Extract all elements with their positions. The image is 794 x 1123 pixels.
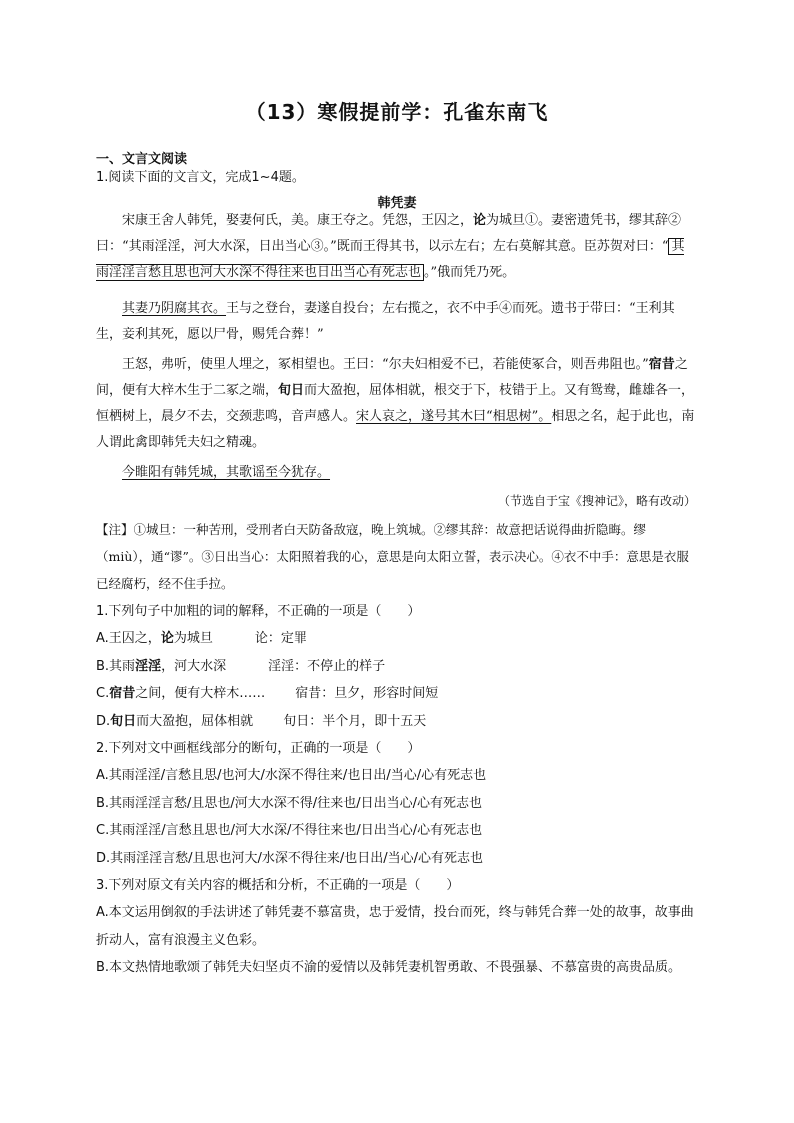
text-run: 王怒，弗听，使里人埋之，冢相望也。王曰：“尔夫妇相爱不已，若能使冢合，则吾弗阻也。” bbox=[122, 357, 649, 372]
question-3-option-b: B.本文热情地歌颂了韩凭夫妇坚贞不渝的爱情以及韩凭妻机智勇敢、不畏强暴、不慕富贵的高贵品质。 bbox=[96, 960, 682, 976]
option-definition: 论：定罪 bbox=[254, 631, 307, 647]
underlined-sentence: 今睢阳有韩凭城，其歌谣至今犹存。 bbox=[122, 465, 331, 480]
text-run: 。”俄而凭乃死。 bbox=[424, 265, 516, 280]
underlined-sentence: 宋人哀之，遂号其木曰“相思树”。 bbox=[356, 409, 552, 424]
option-text: D. bbox=[96, 713, 111, 729]
text-run: 相思之名，起于此也，南人谓此禽即韩凭夫妇之精魂。 bbox=[96, 409, 695, 450]
question-3-stem: 3.下列对原文有关内容的概括和分析，不正确的一项是（ ） bbox=[96, 877, 460, 893]
bold-word: 宿昔 bbox=[109, 686, 136, 702]
question-2-option-d: D.其雨淫淫言愁/且思也河大/水深不得往来/也日出/当心/心有死志也 bbox=[96, 850, 484, 866]
question-2-option-b: B.其雨淫淫言愁/且思也/河大水深不得/往来也/日出当心/心有死志也 bbox=[96, 795, 482, 811]
bold-word: 旬日 bbox=[278, 383, 305, 398]
text-run: 为城旦①。妻密遗凭书，缪其辞②曰：“ bbox=[96, 213, 682, 254]
document-title: （13）寒假提前学：孔雀东南飞 bbox=[245, 100, 549, 124]
option-text: ，河大水深 bbox=[161, 658, 227, 674]
question-1-option-d bbox=[96, 708, 700, 735]
option-definition: 宿昔：旦夕，形容时间短 bbox=[295, 686, 439, 702]
option-text: B.其雨 bbox=[96, 658, 136, 674]
passage-paragraph-3 bbox=[96, 352, 696, 456]
section-heading: 一、文言文阅读 bbox=[96, 152, 188, 167]
bold-word: 宿昔 bbox=[648, 357, 675, 372]
passage-title: 韩凭妻 bbox=[377, 196, 417, 211]
questions bbox=[96, 598, 700, 982]
question-3-option-a: A.本文运用倒叙的手法讲述了韩凭妻不慕富贵，忠于爱情，投台而死，终与韩凭合葬一处的故事，故事曲折动人，富有浪漫主义色彩。 bbox=[96, 905, 694, 948]
source-citation: （节选自于宝《搜神记》，略有改动） bbox=[497, 494, 696, 508]
text-run: 之间，便有大梓木生于二冢之端， bbox=[96, 357, 688, 398]
bold-word: 旬日 bbox=[110, 713, 137, 729]
question-1-stem: 1.下列句子中加粗的词的解释，不正确的一项是（ ） bbox=[96, 604, 421, 619]
text-run: 王与之登台，妻遂自投台；左右揽之，衣不中手④而死。遗书于带曰：“王利其生，妾利其死，愿以尸骨，赐凭合葬！” bbox=[96, 301, 675, 342]
question-2-option-a: A.其雨淫淫/言愁且思/也河大/水深不得往来/也日出/当心/心有死志也 bbox=[96, 768, 487, 784]
text-run: 其雨淫淫 bbox=[128, 239, 181, 254]
text-run: 而大盈抱，屈体相就，根交于下，枝错于上。又有鸳鸯，雌雄各一，恒栖树上，晨夕不去，交颈悲鸣，音声感人。 bbox=[96, 383, 695, 424]
question-1-option-c bbox=[96, 680, 700, 707]
question-2-stem: 2.下列对文中画框线部分的断句，正确的一项是（ ） bbox=[96, 740, 421, 756]
question-1-option-a bbox=[96, 625, 700, 652]
option-text: 之间，便有大梓木…… bbox=[135, 686, 266, 702]
option-text: 而大盈抱，屈体相就 bbox=[136, 713, 254, 729]
underlined-sentence: 其妻乃阴腐其衣。 bbox=[122, 301, 227, 316]
text-run: ，河大水深，日出当心③。”既而王得其书，以示左右；左右莫解其意。臣苏贺对曰：“ bbox=[180, 239, 669, 254]
option-text: 为城旦 bbox=[173, 631, 213, 647]
instruction: 1.阅读下面的文言文，完成1~4题。 bbox=[96, 170, 305, 185]
boxed-sentence: 其雨淫淫言愁且思也河大水深不得往来也日出当心有死志也 bbox=[96, 239, 685, 280]
option-definition: 旬日：半个月，即十五天 bbox=[283, 713, 427, 729]
passage-paragraph-2 bbox=[96, 296, 696, 348]
bold-word: 论 bbox=[473, 213, 487, 228]
text-run: 宋康王舍人韩凭，娶妻何氏，美。康王夺之。凭怨，王囚之， bbox=[122, 213, 474, 228]
option-text: A.王囚之， bbox=[96, 631, 161, 647]
bold-word: 论 bbox=[160, 631, 174, 647]
annotation-notes: 【注】①城旦：一种苦刑，受刑者白天防备敌寇，晚上筑城。②缪其辞：故意把话说得曲折隐晦。缪（miù），通“谬”。③日出当心：太阳照着我的心，意思是向太阳立誓，表示决心。④衣不中手：意思是衣服已经腐朽，经不住手拉。 bbox=[96, 522, 689, 591]
bold-word: 淫淫 bbox=[135, 658, 162, 674]
passage-paragraph-1 bbox=[96, 208, 696, 286]
question-1-option-b bbox=[96, 653, 700, 680]
option-definition: 淫淫：不停止的样子 bbox=[268, 658, 386, 674]
passage-paragraph-4 bbox=[96, 460, 696, 486]
question-2-option-c: C.其雨淫淫/言愁且思也/河大水深/不得往来也/日出当心/心有死志也 bbox=[96, 823, 483, 839]
option-text: C. bbox=[96, 686, 110, 702]
